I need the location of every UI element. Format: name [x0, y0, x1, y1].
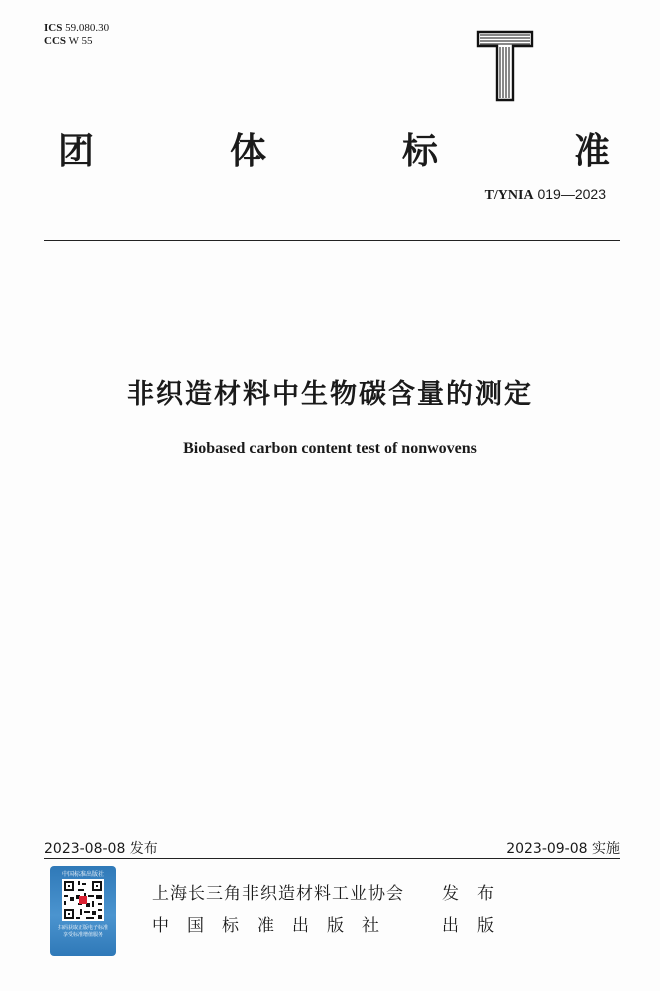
footer-divider [44, 858, 620, 859]
standard-type-char: 标 [401, 131, 438, 172]
classification-codes [44, 22, 109, 48]
qr-code-card[interactable] [50, 866, 116, 956]
standard-type-char: 体 [229, 131, 266, 172]
standard-number-prefix: T/YNIA [484, 188, 534, 203]
ics-code: ICS 59.080.30 [44, 22, 110, 34]
standard-type-char: 准 [573, 131, 610, 172]
publish-date: 2023-08-08 发布 [44, 841, 158, 857]
document-title-english: Biobased carbon content test of nonwovens [183, 440, 477, 457]
qr-card-caption: 扫码获取正版电子标准 享受标准增值服务 [57, 925, 108, 938]
publisher-row [152, 910, 512, 942]
category-letter-text: T [546, 70, 547, 71]
publisher-org: 中国标准出版社 [152, 916, 397, 936]
qr-card-header: 中国标准出版社 [61, 871, 104, 878]
standard-type-heading [58, 130, 610, 174]
standard-number-value: 019—2023 [537, 186, 606, 202]
implement-date: 2023-09-08 实施 [506, 841, 620, 857]
category-letter-t [476, 30, 547, 102]
publisher-action: 发布 [442, 884, 512, 904]
standard-number [485, 186, 606, 204]
header-divider [44, 240, 620, 241]
publisher-org: 上海长三角非织造材料工业协会 [152, 884, 404, 904]
standard-type-char: 团 [58, 131, 95, 172]
document-title-chinese: 非织造材料中生物碳含量的测定 [127, 379, 533, 410]
publisher-action: 出版 [442, 916, 512, 936]
ccs-code: CCS W 55 [44, 35, 93, 47]
qr-code-icon [62, 879, 104, 921]
publisher-row [152, 878, 512, 910]
publisher-block [152, 878, 512, 942]
date-row [44, 838, 620, 858]
